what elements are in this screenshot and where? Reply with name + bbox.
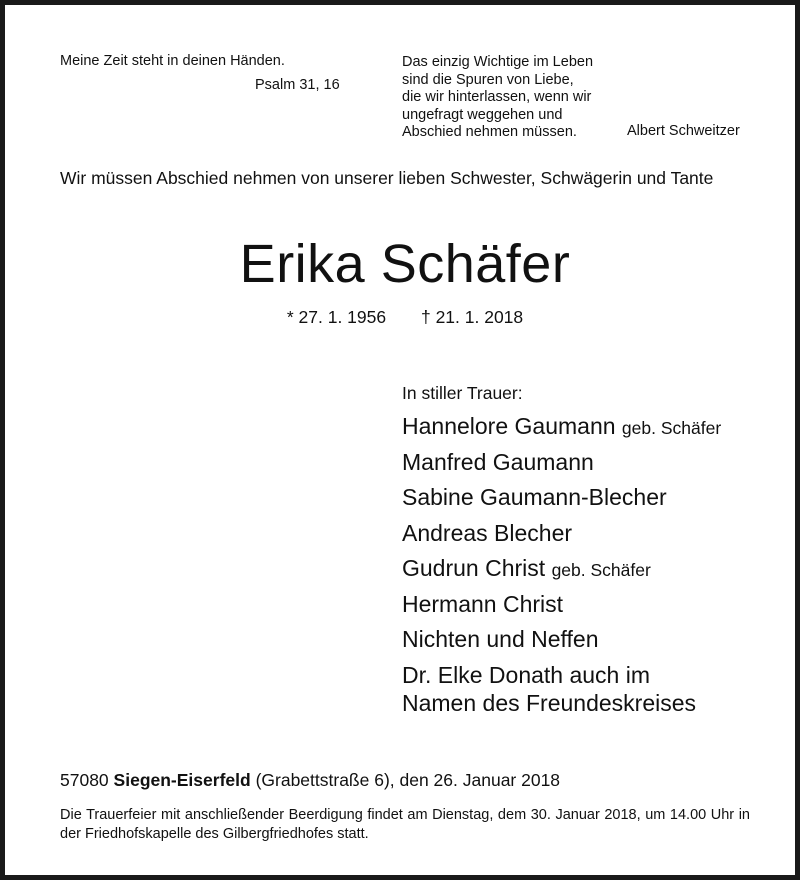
mourner-name-text: Dr. Elke Donath auch im [402,662,651,688]
mourner-birth-name: geb. Schäfer [551,560,651,580]
mourner-name-text: Andreas Blecher [402,520,573,546]
mourner-name [402,449,594,476]
deceased-name: Erika Schäfer [239,234,571,294]
schweitzer-quote-source: Albert Schweitzer [627,123,740,139]
mourner-name [402,520,572,547]
funeral-note: Die Trauerfeier mit anschließender Beerdigung findet am Dienstag, dem 30. Januar 2018, um 14.00 Uhr in der Friedhofskapelle des Gilbergfriedhofes statt. [60,807,750,842]
mourner-name [402,413,721,440]
mourner-name-text: Namen des Freundeskreises [402,690,697,716]
quote-line: sind die Spuren von Liebe, [402,71,574,88]
mourner-name-text: Nichten und Neffen [402,626,599,652]
mourner-name-text: Hermann Christ [402,591,564,617]
quote-line: Das einzig Wichtige im Leben [402,54,594,70]
birth-date: * 27. 1. 1956 [286,307,387,327]
schweitzer-quote [402,54,593,142]
quote-line: die wir hinterlassen, wenn wir [402,89,592,105]
death-date: † 21. 1. 2018 [420,307,524,327]
mourner-name [402,626,599,653]
address-and-date: (Grabettstraße 6), den 26. Januar 2018 [255,770,561,790]
mourner-name [402,690,696,717]
mourner-name-text: Hannelore Gaumann [402,413,616,439]
mourner-name-text: Gudrun Christ [402,555,546,581]
mourner-name-text: Manfred Gaumann [402,449,594,475]
mourner-name-text: Sabine Gaumann-Blecher [402,484,667,510]
bible-quote: Meine Zeit steht in deinen Händen. [60,53,285,69]
intro-text: Wir müssen Abschied nehmen von unserer lieben Schwester, Schwägerin und Tante [60,168,714,188]
quote-line: Abschied nehmen müssen. [402,124,577,140]
mourner-name [402,484,667,511]
life-dates [5,307,800,328]
mourners-heading: In stiller Trauer: [402,383,523,403]
city: Siegen-Eiserfeld [113,770,251,790]
mourner-name [402,555,651,582]
bible-quote-source: Psalm 31, 16 [255,77,340,93]
postcode: 57080 [60,770,109,790]
place-and-date [60,770,560,791]
quote-line: ungefragt weggehen und [402,106,563,123]
mourner-name [402,591,563,618]
mourner-name [402,662,650,689]
mourner-birth-name: geb. Schäfer [621,418,722,438]
